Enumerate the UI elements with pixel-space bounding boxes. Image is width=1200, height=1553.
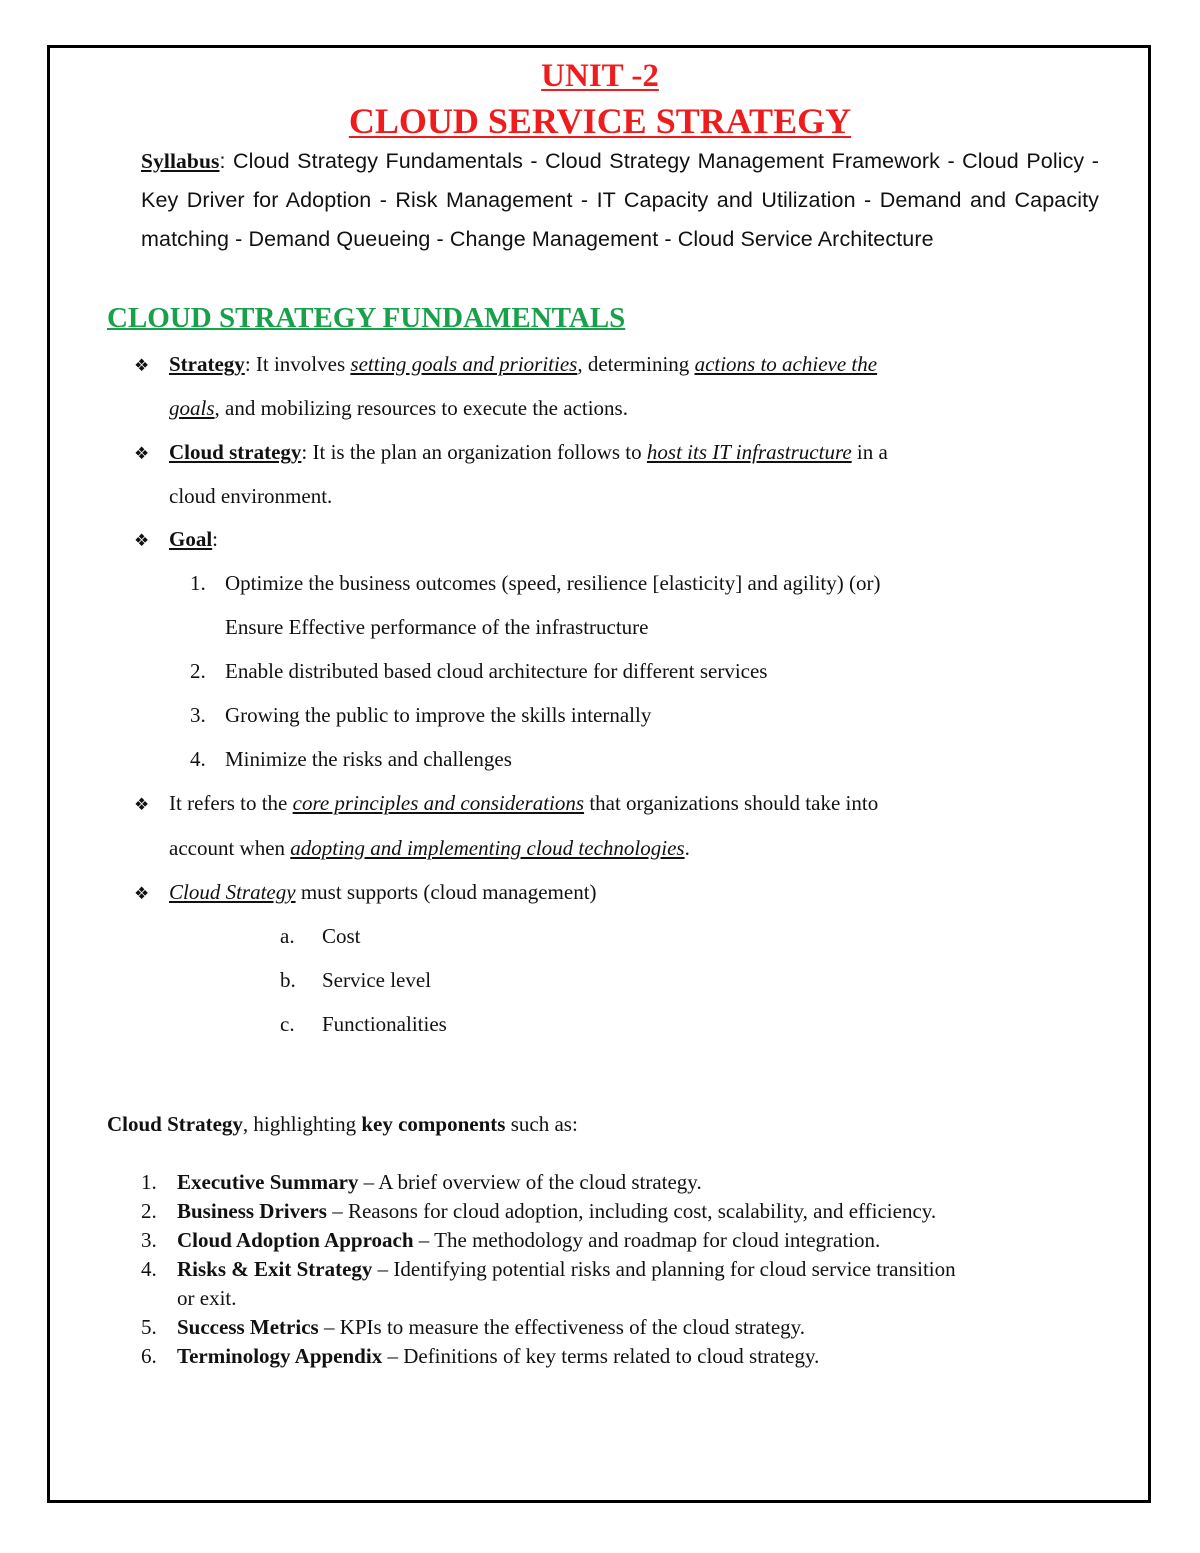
diamond-bullet-icon: ❖	[134, 531, 150, 550]
goal-item: Minimize the risks and challenges	[225, 747, 512, 771]
cloud-strategy-line-1: Cloud strategy: It is the plan an organization follows to host its IT infrastructure in a	[169, 440, 888, 464]
component-number: 6.	[141, 1344, 157, 1368]
syllabus-label: Syllabus	[141, 149, 220, 173]
component-number: 1.	[141, 1170, 157, 1194]
strategy-emphasis-2: actions to achieve the	[694, 352, 878, 376]
supports-item: Service level	[322, 968, 432, 992]
strategy-label: Strategy	[169, 352, 245, 376]
diamond-bullet-icon: ❖	[134, 884, 150, 903]
supports-emphasis: Cloud Strategy	[169, 880, 296, 904]
component-item: Cloud Adoption Approach – The methodology and roadmap for cloud integration.	[177, 1228, 881, 1252]
supports-item: Functionalities	[322, 1012, 447, 1036]
refers-emphasis-2: adopting and implementing cloud technologies	[290, 836, 685, 860]
page-border	[47, 45, 1151, 1503]
goal-item: Optimize the business outcomes (speed, resilience [elasticity] and agility) (or)	[225, 571, 881, 595]
component-item: Risks & Exit Strategy – Identifying potential risks and planning for cloud service transition	[177, 1257, 956, 1281]
diamond-bullet-icon: ❖	[134, 795, 150, 814]
goal-item: Growing the public to improve the skills internally	[225, 703, 652, 727]
cloud-strategy-label: Cloud strategy	[169, 440, 302, 464]
supports-item-letter: b.	[280, 968, 296, 992]
unit-title: UNIT -2	[541, 58, 659, 94]
goal-label: Goal	[169, 527, 213, 551]
component-number: 5.	[141, 1315, 157, 1339]
cloud-strategy-line-2: cloud environment.	[169, 484, 333, 508]
goal-item-number: 1.	[190, 571, 206, 595]
component-item-continuation: or exit.	[177, 1286, 237, 1310]
component-number: 4.	[141, 1257, 157, 1281]
cloud-strategy-emphasis: host its IT infrastructure	[646, 440, 852, 464]
component-number: 3.	[141, 1228, 157, 1252]
strategy-emphasis-1: setting goals and priorities	[350, 352, 578, 376]
syllabus-paragraph	[141, 142, 1099, 259]
strategy-line-1: Strategy: It involves setting goals and priorities, determining actions to achieve the	[169, 352, 878, 376]
strategy-line-2: goals, and mobilizing resources to execute the actions.	[169, 396, 628, 420]
supports-item-letter: c.	[280, 1012, 295, 1036]
diamond-bullet-icon: ❖	[134, 356, 150, 375]
supports-item-letter: a.	[280, 924, 295, 948]
refers-emphasis-1: core principles and considerations	[292, 791, 585, 815]
components-intro: Cloud Strategy, highlighting key components such as:	[107, 1112, 578, 1136]
supports-line: Cloud Strategy must supports (cloud management)	[169, 880, 597, 904]
goal-item-continuation: Ensure Effective performance of the infrastructure	[225, 615, 649, 639]
component-item: Terminology Appendix – Definitions of key terms related to cloud strategy.	[177, 1344, 820, 1368]
goal-item-number: 2.	[190, 659, 206, 683]
component-number: 2.	[141, 1199, 157, 1223]
diamond-bullet-icon: ❖	[134, 444, 150, 463]
component-item: Business Drivers – Reasons for cloud adoption, including cost, scalability, and efficiency.	[177, 1199, 937, 1223]
goal-heading: Goal:	[169, 527, 219, 551]
goal-item-number: 3.	[190, 703, 206, 727]
syllabus-text: : Cloud Strategy Fundamentals - Cloud Strategy Management Framework - Cloud Policy - Key Driver for Adoption - Risk Management - IT Capacity and Utilization - Demand and Capacity matching - Demand Queueing - Change Management - Cloud Service Architecture	[141, 149, 1099, 251]
page-title: CLOUD SERVICE STRATEGY	[348, 101, 852, 141]
refers-line-2: account when adopting and implementing cloud technologies.	[169, 836, 690, 860]
goal-item-number: 4.	[190, 747, 206, 771]
refers-line-1: It refers to the core principles and considerations that organizations should take into	[169, 791, 879, 815]
goal-item: Enable distributed based cloud architecture for different services	[225, 659, 768, 683]
component-item: Success Metrics – KPIs to measure the effectiveness of the cloud strategy.	[177, 1315, 806, 1339]
section-heading: CLOUD STRATEGY FUNDAMENTALS	[107, 302, 626, 334]
supports-item: Cost	[322, 924, 361, 948]
component-item: Executive Summary – A brief overview of the cloud strategy.	[177, 1170, 702, 1194]
